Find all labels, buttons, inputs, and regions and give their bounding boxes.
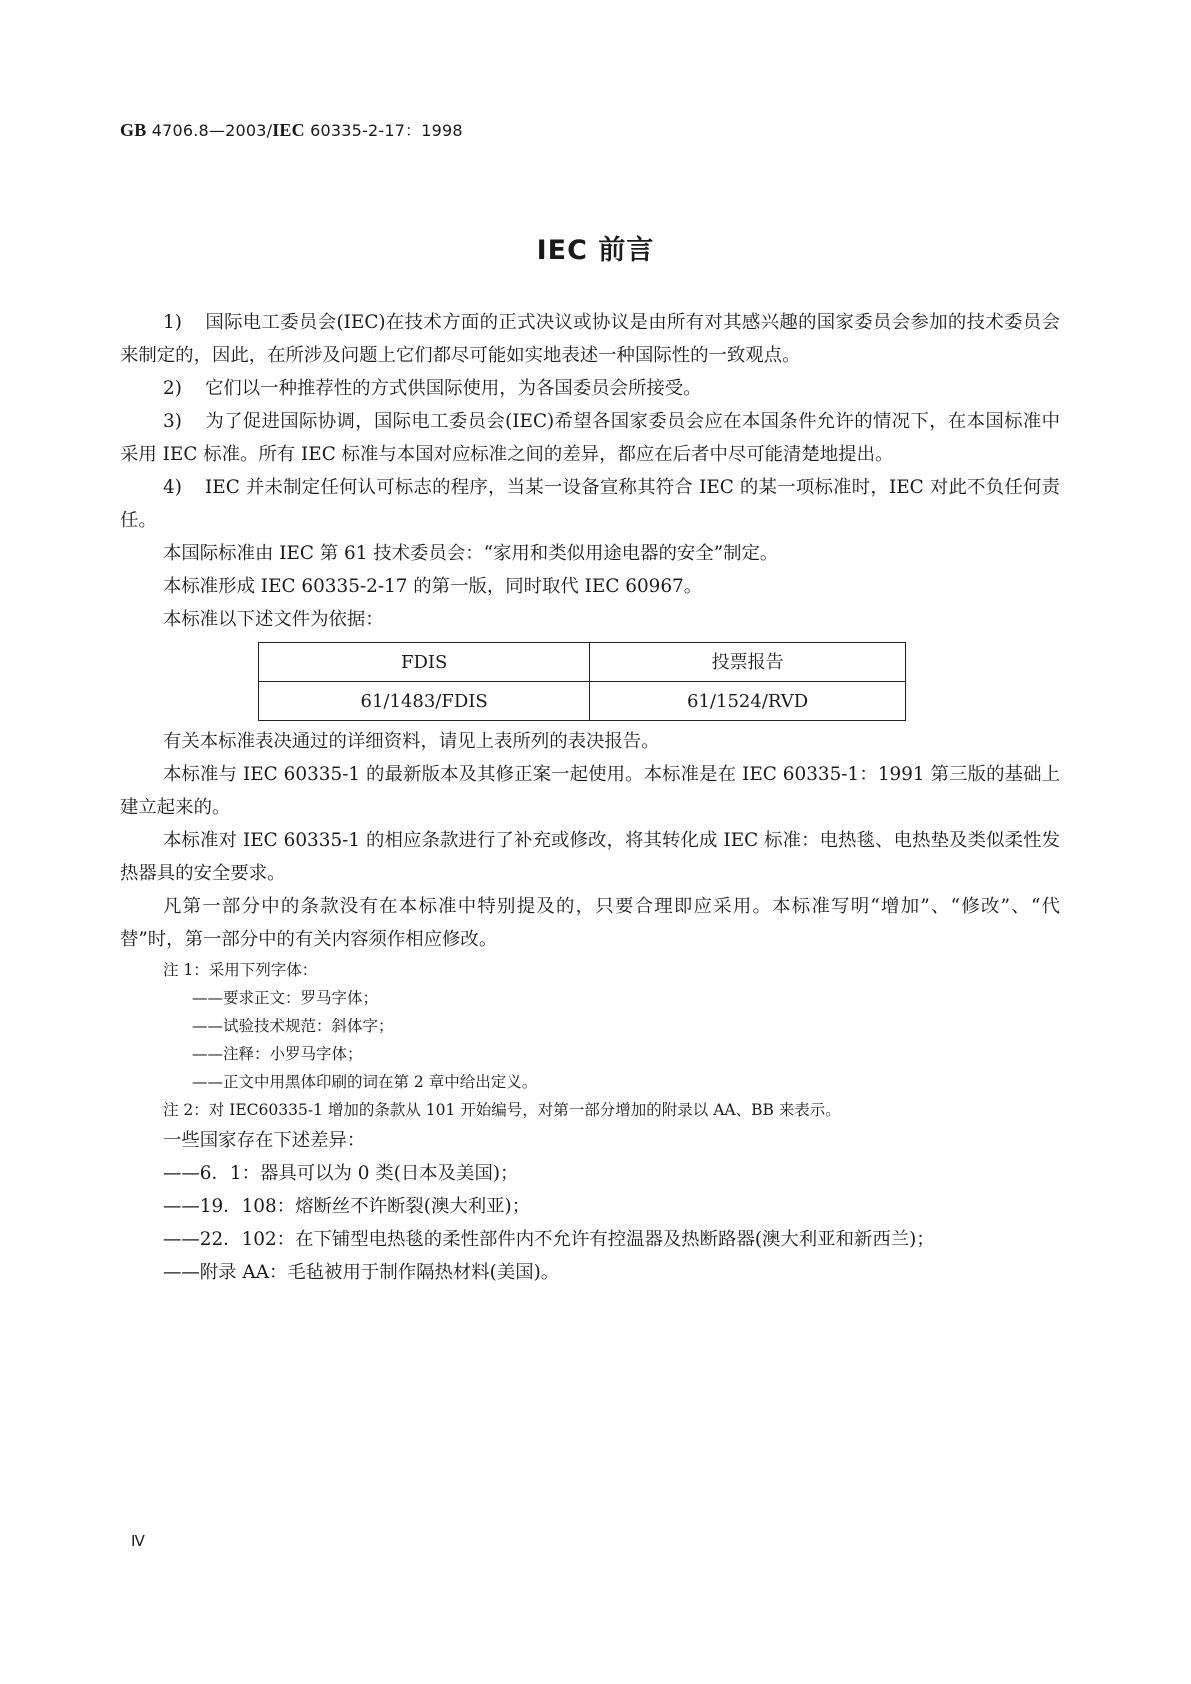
difference-item: ——6．1：器具可以为 0 类(日本及美国)； <box>163 1163 519 1184</box>
note-2: 注 2：对 IEC60335-1 增加的条款从 101 开始编号，对第一部分增加的附录以 AA、BB 来表示。 <box>163 1101 841 1119</box>
header-iec-number: 60335-2-17：1998 <box>304 121 463 140</box>
paragraph-3: 3) 为了促进国际协调，国际电工委员会(IEC)希望各国家委员会应在本国条件允许的情况下，在本国标准中采用 IEC 标准。所有 IEC 标准与本国对应标准之间的差异，都应在后者中尽可能清楚地提出。 <box>120 411 1060 465</box>
paragraph-1: 1) 国际电工委员会(IEC)在技术方面的正式决议或协议是由所有对其感兴趣的国家委员会参加的技术委员会来制定的，因此，在所涉及问题上它们都尽可能如实地表述一种国际性的一致观点。 <box>120 312 1060 366</box>
paragraph-5: 本国际标准由 IEC 第 61 技术委员会：“家用和类似用途电器的安全”制定。 <box>163 543 779 564</box>
document-header <box>120 118 463 141</box>
difference-item: ——22．102：在下铺型电热毯的柔性部件内不允许有控温器及热断路器(澳大利亚和新西兰)； <box>163 1229 935 1250</box>
header-prefix: GB <box>120 120 147 140</box>
difference-item: ——附录 AA：毛毡被用于制作隔热材料(美国)。 <box>163 1262 560 1283</box>
header-iec: IEC <box>272 120 305 140</box>
note-1-item: ——注释：小罗马字体； <box>192 1045 363 1063</box>
paragraph-8: 有关本标准表决通过的详细资料，请见上表所列的表决报告。 <box>163 731 660 752</box>
paragraph-6: 本标准形成 IEC 60335-2-17 的第一版，同时取代 IEC 60967。 <box>163 576 703 597</box>
note-1-item: ——正文中用黑体印刷的词在第 2 章中给出定义。 <box>192 1073 538 1091</box>
page-title: IEC 前言 <box>536 235 655 266</box>
table-cell: 61/1524/RVD <box>590 682 906 721</box>
table-header-row <box>259 643 906 682</box>
paragraph-2: 2) 它们以一种推荐性的方式供国际使用，为各国委员会所接受。 <box>163 378 702 399</box>
paragraph-11: 凡第一部分中的条款没有在本标准中特别提及的，只要合理即应采用。本标准写明“增加”、“修改”、“代替”时，第一部分中的有关内容须作相应修改。 <box>120 896 1060 950</box>
differences-intro: 一些国家存在下述差异： <box>163 1130 366 1151</box>
page-number: Ⅳ <box>131 1534 145 1550</box>
paragraph-4: 4) IEC 并未制定任何认可标志的程序，当某一设备宣称其符合 IEC 的某一项标准时，IEC 对此不负任何责任。 <box>120 477 1060 531</box>
table-cell: 61/1483/FDIS <box>259 682 590 721</box>
paragraph-9: 本标准与 IEC 60335-1 的最新版本及其修正案一起使用。本标准是在 IEC 60335-1：1991 第三版的基础上建立起来的。 <box>120 764 1060 818</box>
note-1: 注 1：采用下列字体： <box>163 961 318 979</box>
note-1-item: ——试验技术规范：斜体字； <box>192 1017 394 1035</box>
voting-table-wrapper <box>258 642 906 721</box>
document-body <box>120 306 1060 1289</box>
paragraph-7: 本标准以下述文件为依据： <box>163 609 384 630</box>
note-1-item: ——要求正文：罗马字体； <box>192 989 379 1007</box>
table-header-cell: 投票报告 <box>590 643 906 682</box>
header-number: 4706.8—2003/ <box>146 121 273 140</box>
table-row <box>259 682 906 721</box>
table-header-cell: FDIS <box>259 643 590 682</box>
paragraph-10: 本标准对 IEC 60335-1 的相应条款进行了补充或修改，将其转化成 IEC 标准：电热毯、电热垫及类似柔性发热器具的安全要求。 <box>120 830 1060 884</box>
difference-item: ——19．108：熔断丝不许断裂(澳大利亚)； <box>163 1196 531 1217</box>
voting-table <box>258 642 906 721</box>
